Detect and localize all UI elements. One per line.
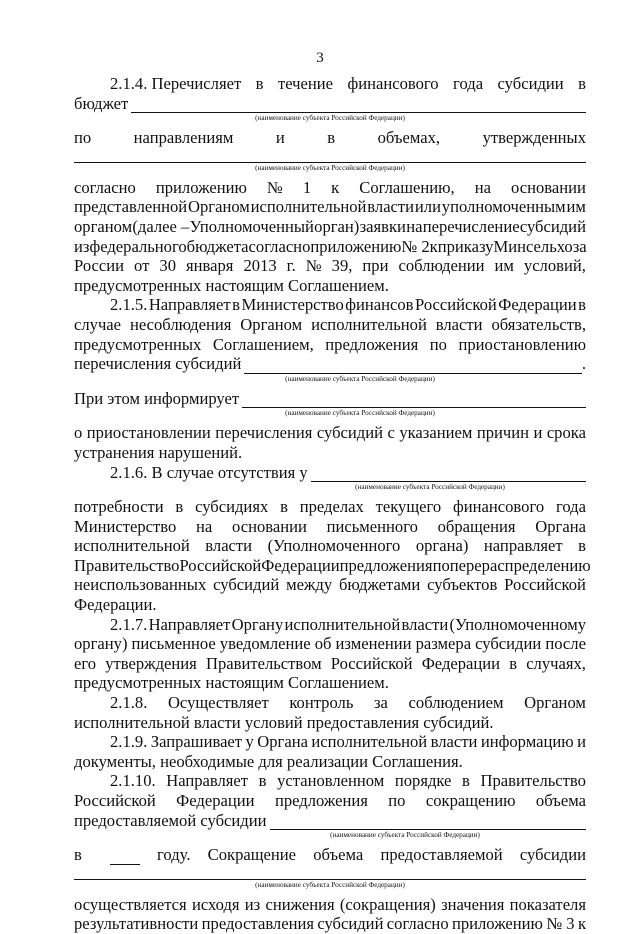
word: власти <box>367 197 415 217</box>
word: Российской <box>179 555 262 575</box>
line-text: предусмотренных настоящим Соглашением. <box>74 673 389 693</box>
word: перечисление <box>422 216 520 236</box>
word: к <box>331 177 340 197</box>
word: основании <box>511 177 586 197</box>
word: финансов <box>345 295 414 315</box>
word: России <box>74 256 125 276</box>
word: снижения <box>265 894 335 914</box>
year-blank <box>110 849 140 865</box>
word: письменное <box>131 634 216 654</box>
word: субсидии <box>475 634 542 654</box>
word: Направляет <box>148 295 231 315</box>
word: результативности <box>74 914 199 934</box>
word: условий, <box>523 256 586 276</box>
justified-line <box>74 693 586 713</box>
field-caption: (наименование субъекта Российской Федерации) <box>285 374 435 383</box>
word: информацию <box>480 732 574 752</box>
word: (далее – <box>132 216 190 236</box>
word: при <box>362 256 389 276</box>
word: Министерство <box>241 295 344 315</box>
word: Органом <box>188 197 250 217</box>
word: из <box>244 894 261 914</box>
justified-line <box>74 517 586 537</box>
word: текущего <box>375 497 442 517</box>
document-body <box>74 74 591 934</box>
word: по <box>429 334 447 354</box>
word: и <box>533 423 543 443</box>
word: приложению <box>451 914 543 934</box>
word: в <box>232 295 240 315</box>
word: направляет <box>483 536 563 556</box>
word: субсидий <box>213 575 280 595</box>
word: об <box>314 634 332 654</box>
fill-blank <box>270 814 587 830</box>
word: предусмотренных <box>74 334 202 354</box>
justified-line <box>74 634 586 654</box>
word: направлениям <box>133 128 234 148</box>
word: исполнительной <box>284 614 401 634</box>
word: Органа <box>535 516 586 536</box>
word: к <box>429 236 438 256</box>
justified-line <box>74 295 586 315</box>
fill-blank <box>244 358 581 374</box>
word: 1 <box>302 177 312 197</box>
word: субсидии <box>519 845 586 865</box>
word: в <box>255 74 264 93</box>
word: 2.1.9. <box>110 732 148 752</box>
word: представленной <box>74 197 188 217</box>
word: Федерации <box>421 653 501 673</box>
word: предоставляемой <box>380 845 503 865</box>
word: Органу <box>231 614 284 634</box>
word: г. <box>286 256 296 276</box>
word: Осуществляет <box>167 693 269 713</box>
word: бюджета <box>186 236 249 256</box>
word: на <box>406 216 423 236</box>
word: 30 <box>159 256 176 276</box>
word-with-blank <box>74 845 140 865</box>
justified-line <box>74 575 586 595</box>
word: согласно <box>74 177 136 197</box>
fill-line <box>74 94 586 114</box>
justified-line <box>74 536 586 556</box>
word: Направляет <box>166 771 249 791</box>
fill-blank <box>74 148 586 163</box>
justified-line <box>74 217 586 237</box>
justified-line <box>74 197 586 217</box>
word: Российской <box>74 791 156 810</box>
word: власти <box>401 614 449 634</box>
word: органу) <box>74 634 128 654</box>
justified-line <box>74 128 586 148</box>
justified-line <box>74 237 586 257</box>
word: 2013 <box>243 256 277 276</box>
word: году. <box>157 845 191 865</box>
word: 2.1.10. <box>110 771 156 791</box>
word: установленном <box>277 771 385 791</box>
word: осуществляется <box>74 894 187 914</box>
justified-line <box>74 615 586 635</box>
line-text: предусмотренных настоящим Соглашением. <box>74 275 389 295</box>
word: соблюдением <box>408 693 504 713</box>
word: субсидиях <box>195 497 269 517</box>
word: в <box>578 536 586 556</box>
fill-blank <box>242 392 586 408</box>
word: утверждения <box>105 653 197 673</box>
word: предложения <box>325 334 419 354</box>
word: исполнительной <box>311 732 428 752</box>
word: федерального <box>89 236 187 256</box>
word: 39, <box>331 256 353 276</box>
word: Сокращение <box>207 845 297 865</box>
word: размера <box>415 634 472 654</box>
word: обращения <box>437 516 516 536</box>
word: № 3 <box>546 914 575 934</box>
word: Правительство <box>480 771 586 791</box>
word: письменного <box>326 516 418 536</box>
word: в <box>280 497 288 517</box>
word: объема <box>535 791 586 810</box>
word: предоставления <box>201 914 314 934</box>
word: (сокращения) <box>339 894 436 914</box>
justified-line <box>74 315 586 335</box>
fill-blank <box>131 97 586 113</box>
word: в <box>258 771 267 791</box>
word: власти <box>430 732 478 752</box>
word: от <box>134 256 150 276</box>
word: исполнительной <box>250 197 367 217</box>
word: Органом <box>240 314 303 334</box>
page-number: 3 <box>316 50 324 66</box>
word: к <box>577 914 586 934</box>
word: субсидий <box>519 216 586 236</box>
word: органа) <box>415 536 469 556</box>
justified-line <box>74 497 586 517</box>
word: предложения <box>339 555 433 575</box>
word: Минсельхоза <box>493 236 587 256</box>
word: финансового <box>347 74 439 93</box>
word: неиспользованных <box>74 575 207 595</box>
word: уведомление <box>219 634 311 654</box>
word: субъектов <box>427 575 498 595</box>
word: им <box>566 197 586 217</box>
word: Уполномоченный <box>189 216 314 236</box>
line-text: . <box>581 354 586 374</box>
word: Федерации <box>498 295 577 315</box>
field-caption: (наименование субъекта Российской Федерации) <box>255 880 405 889</box>
word: власти <box>205 536 253 556</box>
fill-line <box>74 389 586 409</box>
word: Министерство <box>74 516 177 536</box>
justified-line <box>74 654 586 674</box>
word: из <box>74 236 90 256</box>
line-text: исполнительной власти условий предоставления субсидий. <box>74 712 494 732</box>
word: в <box>327 128 336 148</box>
word: орган) <box>314 216 360 236</box>
word: случае <box>74 314 122 334</box>
word: Соглашению, <box>359 177 455 197</box>
field-caption: (наименование субъекта Российской Федерации) <box>255 163 405 172</box>
word: срока <box>546 423 586 443</box>
word: приказу <box>437 236 494 256</box>
word: у <box>245 732 254 752</box>
word: причин <box>476 423 529 443</box>
word: несоблюдения <box>129 314 232 334</box>
word: по <box>74 128 92 148</box>
word: случаях, <box>526 653 586 673</box>
justified-line <box>74 845 586 865</box>
word: в <box>509 653 518 673</box>
word: приложению <box>155 177 247 197</box>
justified-line <box>74 555 591 576</box>
word: приложению <box>310 236 402 256</box>
word: сокращению <box>425 791 516 810</box>
field-caption: (наименование субъекта Российской Федерации) <box>355 483 505 492</box>
word: заявки <box>359 216 406 236</box>
word: № 2 <box>401 236 430 256</box>
word: Запрашивает <box>150 732 243 752</box>
word: власти <box>435 314 483 334</box>
word: финансового <box>453 497 545 517</box>
word: и <box>275 128 285 148</box>
fill-blank <box>311 466 586 482</box>
word: основании <box>232 516 307 536</box>
word: и <box>577 732 586 752</box>
word: согласно <box>248 236 311 256</box>
word: года <box>555 497 586 517</box>
word: в <box>578 295 586 315</box>
word: года <box>453 74 484 93</box>
word: исполнительной <box>74 536 190 556</box>
word: с <box>387 423 395 443</box>
word: в <box>74 845 82 865</box>
word: после <box>545 634 586 654</box>
line-text: бюджет <box>74 93 129 113</box>
line-text: перечисления субсидий <box>74 354 242 374</box>
justified-line <box>74 914 586 934</box>
line-text: документы, необходимые для реализации Соглашения. <box>74 751 463 771</box>
word: 2.1.8. <box>110 693 148 713</box>
justified-line <box>74 256 586 276</box>
word: Российской <box>504 575 586 595</box>
word: (Уполномоченного <box>267 536 401 556</box>
word: приостановлении <box>86 423 211 443</box>
word: течение <box>277 74 333 93</box>
word: бюджетами <box>338 575 421 595</box>
word: между <box>286 575 333 595</box>
line-text: При этом информирует <box>74 388 240 408</box>
word: Органом <box>524 693 586 713</box>
word: соблюдении <box>398 256 485 276</box>
word: изменении <box>335 634 412 654</box>
field-caption: (наименование субъекта Российской Федерации) <box>255 114 405 123</box>
word: в <box>578 74 586 93</box>
word: 2.1.7. <box>110 614 148 634</box>
word: потребности <box>74 497 164 517</box>
word: Федерации <box>176 791 255 810</box>
word: объема <box>313 845 364 865</box>
word: пределах <box>299 497 364 517</box>
word: Органа <box>257 732 308 752</box>
word: № <box>305 256 322 276</box>
word: № <box>266 177 283 197</box>
justified-line <box>74 791 586 811</box>
word: объемах, <box>377 128 441 148</box>
word: органом <box>74 216 133 236</box>
word: 2.1.5. <box>110 295 148 315</box>
word: исполнительной <box>311 314 427 334</box>
line-text: 2.1.6. В случае отсутствия у <box>110 462 308 482</box>
word: исходя <box>191 894 240 914</box>
word: предложения <box>274 791 368 810</box>
word: значения <box>441 894 505 914</box>
line-text: предоставляемой субсидии <box>74 810 267 830</box>
word: перечисления <box>215 423 313 443</box>
line-text: устранения нарушений. <box>74 442 243 462</box>
word: Российской <box>330 653 413 673</box>
fill-line <box>74 354 586 374</box>
line-text: Федерации. <box>74 595 157 615</box>
word: им <box>494 256 514 276</box>
word: Федерации <box>261 555 340 575</box>
word: в <box>175 497 184 517</box>
fill-blank <box>74 865 586 880</box>
fill-line <box>74 463 586 483</box>
word: уполномоченным <box>441 197 566 217</box>
fill-line <box>74 811 586 831</box>
word: контроль <box>289 693 354 713</box>
justified-line <box>74 178 586 198</box>
word: Правительство <box>74 555 180 575</box>
justified-line <box>74 423 586 443</box>
justified-line <box>74 771 586 791</box>
word: по <box>432 555 450 575</box>
word: за <box>374 693 388 713</box>
word: Соглашением, <box>212 334 314 354</box>
word: порядке <box>394 771 452 791</box>
word: согласно <box>386 914 449 934</box>
field-caption: (наименование субъекта Российской Федерации) <box>285 409 435 418</box>
word: или <box>414 197 441 217</box>
word: на <box>474 177 491 197</box>
justified-line <box>74 335 586 355</box>
word: показателя <box>509 894 586 914</box>
word: приостановлению <box>458 334 586 354</box>
word: обязательств, <box>491 314 586 334</box>
word: по <box>388 791 406 810</box>
word: в <box>462 771 470 791</box>
word: его <box>74 653 97 673</box>
word: Направляет <box>148 614 231 634</box>
field-caption: (наименование субъекта Российской Федерации) <box>330 831 480 840</box>
word: утвержденных <box>482 128 586 148</box>
word: Российской <box>415 295 497 315</box>
justified-line <box>74 732 586 752</box>
word: (Уполномоченному <box>449 614 586 634</box>
word: о <box>74 423 83 443</box>
justified-line <box>74 74 586 94</box>
word: 2.1.4. Перечисляет <box>110 74 242 93</box>
word: указанием <box>399 423 473 443</box>
word: Правительством <box>205 653 322 673</box>
word: субсидии <box>497 74 564 93</box>
word: перераспределению <box>449 555 591 575</box>
word: на <box>196 516 213 536</box>
word: января <box>186 256 234 276</box>
word: субсидий <box>317 914 384 934</box>
word: субсидий <box>316 423 383 443</box>
